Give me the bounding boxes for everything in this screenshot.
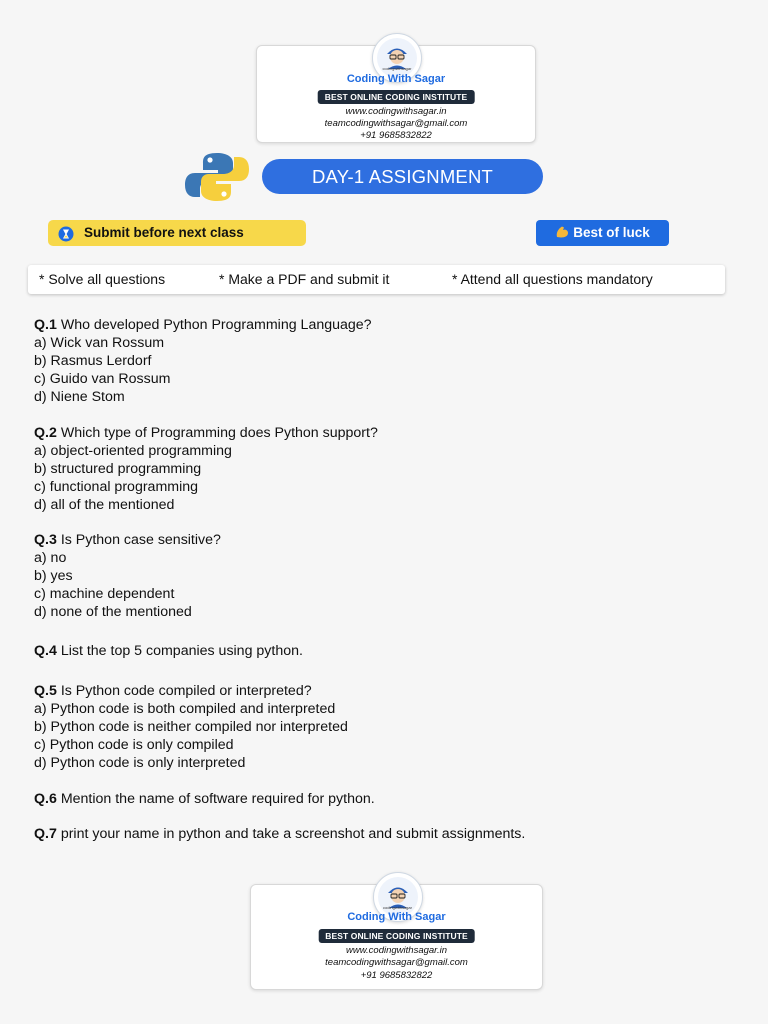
- python-logo-icon: [183, 151, 251, 203]
- option: c) functional programming: [34, 479, 199, 495]
- email-text: teamcodingwithsagar@gmail.com: [324, 118, 468, 129]
- option: d) Niene Stom: [34, 389, 125, 405]
- option: a) no: [34, 550, 67, 566]
- question-5: [34, 682, 348, 772]
- phone-text: +91 9685832822: [360, 130, 432, 141]
- question-text: Who developed Python Programming Language?: [56, 317, 372, 333]
- option: b) structured programming: [34, 461, 202, 477]
- submit-deadline-text: Submit before next class: [84, 225, 244, 240]
- question-number: Q.1: [34, 317, 57, 333]
- submit-deadline-badge: [48, 220, 306, 246]
- option: d) Python code is only interpreted: [34, 755, 246, 771]
- institute-name: Coding With Sagar: [347, 911, 446, 923]
- logo-caption: codingwithsagar: [383, 905, 412, 910]
- question-4: [34, 642, 303, 660]
- flexed-biceps-icon: [555, 222, 570, 236]
- phone-text: +91 9685832822: [360, 970, 433, 981]
- question-number: Q.5: [34, 683, 57, 699]
- institute-tagline: BEST ONLINE CODING INSTITUTE: [318, 90, 475, 104]
- option: d) none of the mentioned: [34, 604, 192, 620]
- website-text: www.codingwithsagar.in: [345, 945, 448, 956]
- question-text: print your name in python and take a screenshot and submit assignments.: [56, 826, 526, 842]
- question-heading: [34, 424, 378, 442]
- instruction-item: * Solve all questions: [39, 271, 166, 287]
- option: c) machine dependent: [34, 586, 175, 602]
- option: b) Python code is neither compiled nor interpreted: [34, 719, 348, 735]
- question-number: Q.7: [34, 826, 57, 842]
- question-text: Is Python case sensitive?: [56, 532, 221, 548]
- instructions-bar: [28, 265, 725, 294]
- question-number: Q.3: [34, 532, 57, 548]
- instruction-item: * Attend all questions mandatory: [452, 271, 653, 287]
- footer-card: [250, 884, 543, 990]
- question-heading: [34, 642, 303, 660]
- question-1: [34, 316, 372, 406]
- website-text: www.codingwithsagar.in: [345, 106, 447, 117]
- option: b) yes: [34, 568, 73, 584]
- option: b) Rasmus Lerdorf: [34, 353, 152, 369]
- question-text: Mention the name of software required for python.: [56, 791, 375, 807]
- question-2: [34, 424, 378, 514]
- option: a) Wick van Rossum: [34, 335, 165, 351]
- institute-name: Coding With Sagar: [346, 73, 446, 85]
- option: a) Python code is both compiled and interpreted: [34, 701, 336, 717]
- option: c) Python code is only compiled: [34, 737, 234, 753]
- question-3: [34, 531, 221, 621]
- best-of-luck-text: Best of luck: [573, 225, 650, 240]
- question-number: Q.4: [34, 643, 57, 659]
- question-number: Q.6: [34, 791, 57, 807]
- option: a) object-oriented programming: [34, 443, 232, 459]
- question-heading: [34, 316, 372, 334]
- header-card: [256, 45, 536, 143]
- instruction-item: * Make a PDF and submit it: [219, 271, 390, 287]
- question-heading: [34, 790, 375, 808]
- assignment-title: DAY-1 ASSIGNMENT: [262, 159, 543, 194]
- option: d) all of the mentioned: [34, 497, 175, 513]
- question-heading: [34, 682, 348, 700]
- question-number: Q.2: [34, 425, 57, 441]
- question-heading: [34, 825, 525, 843]
- email-text: teamcodingwithsagar@gmail.com: [325, 957, 468, 968]
- option: c) Guido van Rossum: [34, 371, 171, 387]
- question-6: [34, 790, 375, 808]
- best-of-luck-badge: [536, 220, 669, 246]
- question-text: List the top 5 companies using python.: [56, 643, 303, 659]
- logo-caption: codingwithsagar: [382, 66, 412, 71]
- question-7: [34, 825, 525, 843]
- question-heading: [34, 531, 221, 549]
- hourglass-icon: [58, 225, 74, 241]
- question-text: Which type of Programming does Python support?: [56, 425, 378, 441]
- question-text: Is Python code compiled or interpreted?: [56, 683, 312, 699]
- institute-tagline: BEST ONLINE CODING INSTITUTE: [318, 929, 475, 943]
